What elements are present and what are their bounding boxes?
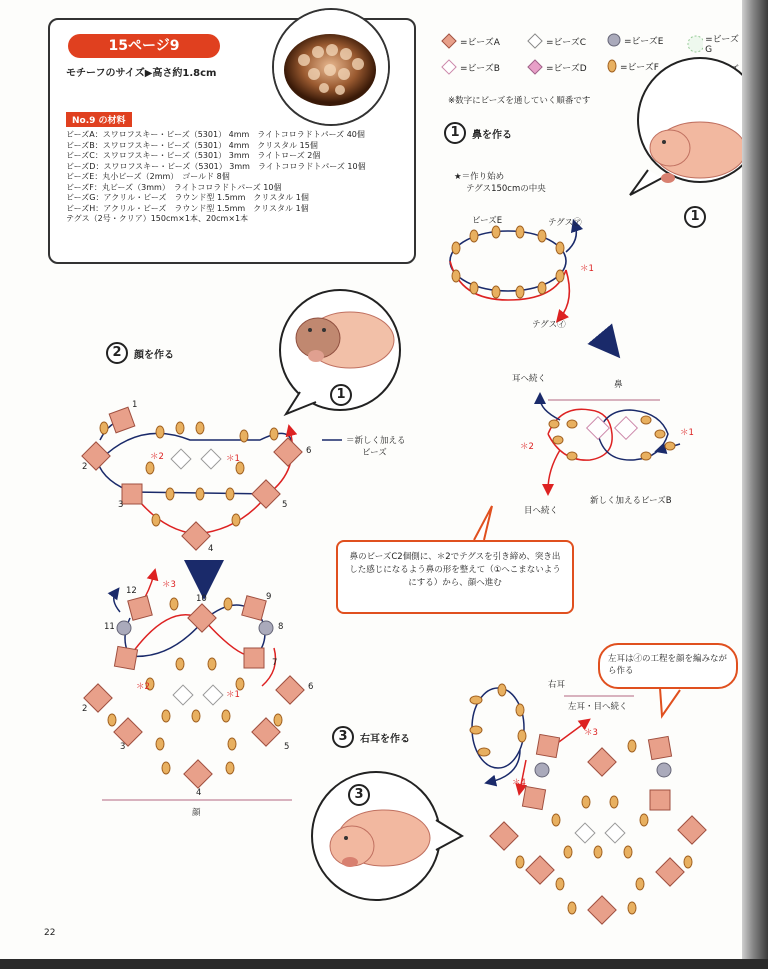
- seq-num: 6: [306, 446, 312, 456]
- page-number: 22: [44, 928, 56, 938]
- bubble-number-3: 3: [348, 784, 370, 806]
- legend-note: ※数字にビーズを通していく順番です: [448, 96, 591, 106]
- material-line: ビーズE：丸小ビーズ（2mm） ゴールド 8個: [66, 172, 230, 181]
- start-note-2: テグス150cmの中央: [466, 184, 546, 194]
- material-line: ビーズB：スワロフスキー・ビーズ（5301） 4mm クリスタル 15個: [66, 140, 318, 150]
- legend-item-g: =ビーズG: [686, 32, 740, 55]
- legend-item-c: =ビーズC: [526, 32, 586, 50]
- seq-num: 6: [308, 682, 314, 692]
- bubble-number-2: 1: [330, 384, 352, 406]
- seq-num: 9: [266, 592, 272, 602]
- step3-label: 右耳を作る: [360, 733, 410, 745]
- pig-bubble-3: [312, 772, 462, 900]
- start-note: ★＝作り始め: [454, 172, 505, 182]
- seq-num: 2: [82, 462, 88, 472]
- pig-icon: [296, 312, 394, 368]
- left-ear-callout: 左耳は㋑の工程を顔を編みながら作る: [598, 643, 738, 689]
- seq-num: 4: [208, 544, 214, 554]
- to-eye-label: 目へ続く: [524, 506, 559, 516]
- step1-diagram: [450, 225, 610, 346]
- step2-bottom-diagram: [84, 574, 304, 800]
- mark-3: ＊3: [584, 728, 598, 738]
- seq-num: 3: [120, 742, 126, 752]
- legend-item-a: =ビーズA: [440, 32, 500, 50]
- mark-1: ＊1: [680, 428, 694, 438]
- bead-e-label: ビーズE: [472, 216, 503, 226]
- seq-num: 4: [196, 788, 202, 798]
- to-left-ear-label: 左耳・目へ続く: [568, 702, 628, 712]
- nose-callout: 鼻のビーズC2個側に、＊2でテグスを引き締め、突き出した感じになるよう鼻の形を整えて（①へこまないようにする）から、顔へ進む: [336, 540, 574, 614]
- tegusu-b-label: テグス㋑: [532, 320, 566, 330]
- material-line: ビーズC：スワロフスキー・ビーズ（5301） 3mm ライトローズ 2個: [66, 151, 321, 160]
- step2-title: [106, 342, 174, 364]
- material-line: ビーズF：丸ビーズ（3mm） ライトコロラドトパーズ 10個: [66, 182, 282, 192]
- material-line: ビーズG：アクリル・ビーズ ラウンド型 1.5mm クリスタル 1個: [66, 193, 309, 202]
- seq-num: 11: [104, 622, 115, 632]
- mark-4: ＊4: [512, 778, 526, 788]
- bead-e-ring: [452, 226, 564, 298]
- step1-title: [444, 122, 512, 144]
- new-bead-b-label: 新しく加えるビーズB: [590, 496, 672, 506]
- materials-tag: No.9 の材料: [66, 112, 132, 127]
- page-edge-shadow: [742, 0, 768, 969]
- step2-label: 顔を作る: [134, 349, 174, 361]
- nose-label: 鼻: [614, 380, 623, 390]
- step1b-diagram: [540, 398, 680, 490]
- step3-diagram: [470, 684, 706, 924]
- right-ear-label: 右耳: [548, 680, 566, 690]
- mark-1: ＊1: [226, 454, 240, 464]
- new-bead-legend-2: ビーズ: [362, 448, 387, 458]
- callout2-pointer: [660, 688, 680, 716]
- legend-item-b: =ビーズB: [440, 58, 500, 76]
- material-line: ビーズD：スワロフスキー・ビーズ（5301） 3mm ライトコロラドトパーズ 10個: [66, 161, 366, 171]
- photo-label: No.9: [330, 106, 349, 115]
- seq-num: 3: [118, 500, 124, 510]
- mark-3: ＊3: [162, 580, 176, 590]
- seq-num: 5: [284, 742, 290, 752]
- face-label: 顔: [192, 808, 201, 818]
- seq-num: 10: [196, 594, 207, 604]
- step1-label: 鼻を作る: [472, 129, 512, 141]
- page-bottom-edge: [0, 959, 768, 969]
- legend-item-f: =ビーズF: [606, 58, 659, 74]
- step2-number: 2: [106, 342, 128, 364]
- seq-num: 12: [126, 586, 137, 596]
- material-line: ビーズH：アクリル・ビーズ ラウンド型 1.5mm クリスタル 1個: [66, 203, 309, 213]
- legend-item-d: =ビーズD: [526, 58, 587, 76]
- new-bead-legend: ＝新しく加える: [346, 436, 406, 446]
- mark-2: ＊2: [150, 452, 164, 462]
- step3-title: [332, 726, 410, 748]
- bubble-number-1: 1: [684, 206, 706, 228]
- page-ref-badge: 15ページ9: [68, 34, 220, 58]
- mark-2: ＊2: [520, 442, 534, 452]
- seq-num: 7: [272, 658, 278, 668]
- motif-size: モチーフのサイズ▶高さ約1.8cm: [66, 68, 217, 79]
- seq-num: 5: [282, 500, 288, 510]
- material-line: テグス（2号・クリア）150cm×1本、20cm×1本: [66, 214, 249, 223]
- mark-1: ＊1: [226, 690, 240, 700]
- mark-2: ＊2: [136, 682, 150, 692]
- step2-top-diagram: [82, 407, 342, 580]
- to-ear-label: 耳へ続く: [512, 374, 547, 384]
- step1-number: 1: [444, 122, 466, 144]
- legend-item-e: =ビーズE: [606, 32, 663, 48]
- seq-num: 8: [278, 622, 284, 632]
- callout-pointer: [474, 506, 492, 540]
- seq-num: 1: [132, 400, 138, 410]
- tegusu-a-label: テグス㋐: [548, 218, 582, 228]
- material-line: ビーズA：スワロフスキー・ビーズ（5301） 4mm ライトコロラドトパーズ 40個: [66, 130, 365, 139]
- mark-1: ＊1: [580, 264, 594, 274]
- seq-num: 2: [82, 704, 88, 714]
- step3-number: 3: [332, 726, 354, 748]
